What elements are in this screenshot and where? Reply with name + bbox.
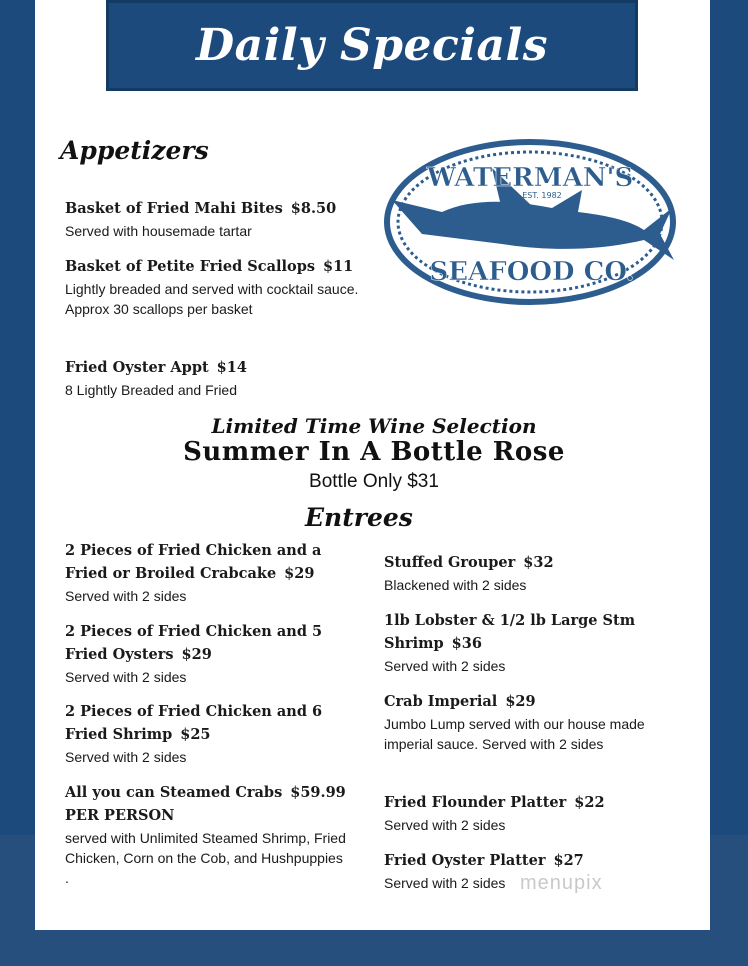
- menu-item: [384, 551, 649, 595]
- watermans-logo: [382, 138, 678, 308]
- item-description: Served with 2 sides: [65, 588, 187, 604]
- item-price: $32: [523, 554, 554, 571]
- item-price: $25: [180, 726, 211, 743]
- item-price: $14: [216, 359, 247, 376]
- item-description: served with Unlimited Steamed Shrimp, Fried Chicken, Corn on the Cob, and Hushpuppies .: [65, 830, 346, 886]
- wine-section-label: Limited Time Wine Selection: [211, 414, 537, 438]
- item-name: Basket of Fried Mahi Bites: [65, 200, 283, 217]
- menu-item: [65, 700, 340, 767]
- logo-line1: WATERMAN'S: [426, 163, 634, 193]
- item-description: Lightly breaded and served with cocktail sauce. Approx 30 scallops per basket: [65, 281, 359, 317]
- item-price: $29: [181, 646, 212, 663]
- menu-item: [65, 255, 365, 319]
- item-description: Served with housemade tartar: [65, 223, 252, 239]
- item-price: $29: [505, 693, 536, 710]
- item-name: Fried Flounder Platter: [384, 794, 567, 811]
- menu-item: [384, 690, 649, 754]
- item-description: Blackened with 2 sides: [384, 577, 527, 593]
- item-price: $27: [553, 852, 584, 869]
- item-price: $59.99 PER PERSON: [65, 784, 346, 824]
- item-price: $22: [574, 794, 605, 811]
- item-name: Basket of Petite Fried Scallops: [65, 258, 315, 275]
- item-name: Crab Imperial: [384, 693, 498, 710]
- logo-est: EST. 1982: [522, 191, 562, 200]
- item-name: 2 Pieces of Fried Chicken and 6 Fried Shrimp: [65, 703, 323, 743]
- item-description: 8 Lightly Breaded and Fried: [65, 382, 237, 398]
- item-price: $11: [323, 258, 354, 275]
- menu-item: [384, 849, 649, 893]
- item-price: $29: [284, 565, 315, 582]
- item-name: 1lb Lobster & 1/2 lb Large Stm Shrimp: [384, 612, 636, 652]
- menu-item: [65, 197, 365, 241]
- item-name: All you can Steamed Crabs: [65, 784, 283, 801]
- item-name: 2 Pieces of Fried Chicken and 5 Fried Oysters: [65, 623, 323, 663]
- item-description: Served with 2 sides: [65, 749, 187, 765]
- item-name: Fried Oyster Platter: [384, 852, 546, 869]
- item-name: Stuffed Grouper: [384, 554, 516, 571]
- item-description: Served with 2 sides: [384, 817, 506, 833]
- item-price: $36: [451, 635, 482, 652]
- item-name: 2 Pieces of Fried Chicken and a Fried or Broiled Crabcake: [65, 542, 322, 582]
- item-price: $8.50: [290, 200, 337, 217]
- menu-item: [384, 609, 649, 676]
- item-description: Served with 2 sides: [65, 669, 187, 685]
- item-name: Fried Oyster Appt: [65, 359, 209, 376]
- watermark: menupix: [520, 872, 603, 894]
- menu-item: [65, 356, 365, 400]
- menu-item: [65, 539, 340, 606]
- wine-name: Summer In A Bottle Rose: [183, 437, 565, 467]
- appetizers-heading: Appetizers: [60, 136, 209, 165]
- header-banner: [106, 0, 638, 91]
- wine-price: Bottle Only $31: [309, 471, 439, 492]
- menu-item: [65, 620, 340, 687]
- entrees-heading: Entrees: [305, 503, 413, 532]
- item-description: Served with 2 sides: [384, 875, 506, 891]
- page-title: Daily Specials: [195, 20, 549, 71]
- logo-line2: SEAFOOD CO.: [429, 257, 635, 287]
- item-description: Jumbo Lump served with our house made imperial sauce. Served with 2 sides: [384, 716, 645, 752]
- item-description: Served with 2 sides: [384, 658, 506, 674]
- menu-item: [384, 791, 649, 835]
- menu-item: [65, 781, 350, 888]
